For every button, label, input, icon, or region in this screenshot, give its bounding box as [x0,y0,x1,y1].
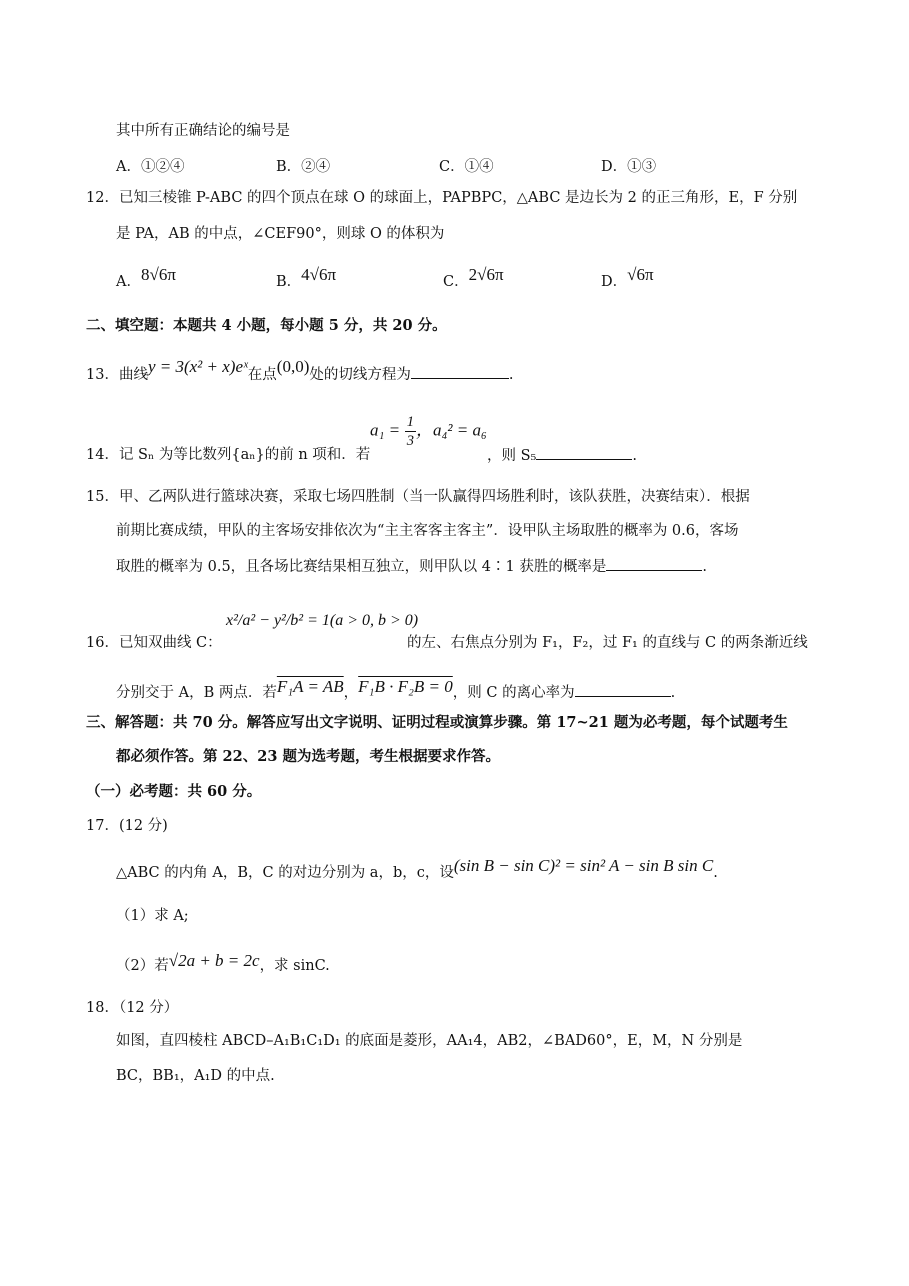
q13-mid: 在点 [247,367,277,383]
q14-frac-den: 3 [406,433,414,449]
q17-body-pre: △ABC 的内角 A，B，C 的对边分别为 a，b，c，设 [116,865,454,881]
q16-end: . [670,685,676,701]
q11-option-d: D．①③ [601,159,657,175]
q12-option-b-label: B． [276,274,302,290]
q14-tail: ，则 S₅ [487,448,537,464]
q14-end: . [632,448,637,464]
q14-cond-lhs: a₁ = [370,420,401,440]
q15-end: . [702,559,707,575]
required-heading: （一）必考题：共 60 分。 [86,783,262,800]
q13-tail: 处的切线方程为 [309,367,411,383]
q14-cond-rest: ，a₄² = a₆ [416,420,487,440]
q18-line2: BC，BB₁，A₁D 的中点. [116,1068,275,1084]
q13-curve-expr: y = 3(x² + x)eˣ [147,357,248,376]
section3-line2: 都必须作答。第 22、23 题为选考题，考生根据要求作答。 [116,748,500,765]
q12-line2: 是 PA，AB 的中点，∠CEF90°，则球 O 的体积为 [116,226,445,242]
q17-part2-tail: ，求 sinC. [259,958,330,974]
q14-frac-num: 1 [406,414,414,430]
q17-part2 [116,951,330,976]
q16-vector-condition-1: F₁A = AB [276,677,344,696]
q17-body-end: . [713,865,718,881]
q13-end: . [508,367,514,383]
q14-fraction [405,413,416,450]
q18-line1: 如图，直四棱柱 ABCD–A₁B₁C₁D₁ 的底面是菱形，AA₁4，AB2，∠BAD60°，E，M，N 分别是 [116,1033,743,1049]
q16-head: 16．已知双曲线 C： [86,635,222,651]
q12-option-d [601,265,654,291]
q17-part2-expr: √2a + b = 2c [168,951,260,970]
q12-option-a-expr: 8√6π [140,265,176,284]
q16-line2-tail: ，则 C 的离心率为 [452,685,575,701]
q17-head: 17．(12 分) [86,818,168,834]
q14-line [86,445,370,465]
q16-tail: 的左、右焦点分别为 F₁，F₂，过 F₁ 的直线与 C 的两条渐近线 [407,635,808,651]
q12-option-c [443,265,504,291]
q14-text: 14．记 Sₙ 为等比数列{aₙ}的前 n 项和．若 [86,447,371,463]
q12-option-b [276,265,337,291]
q14-answer-blank [536,445,632,460]
q15-answer-blank [606,556,702,571]
q17-condition-expr: (sin B − sin C)² = sin² A − sin B sin C [453,856,714,875]
q16-line2-head: 分别交于 A，B 两点．若 [116,685,277,701]
q11-option-a: A．①②④ [116,159,185,175]
q16-answer-blank [575,682,671,697]
q11-option-c: C．①④ [439,159,494,175]
section3-line1: 三、解答题：共 70 分。解答应写出文字说明、证明过程或演算步骤。第 17~21 题为必考题，每个试题考生 [86,714,788,731]
q16-vector-condition-2: F₁B · F₂B = 0 [358,677,453,696]
q12-option-c-label: C． [443,274,469,290]
q12-option-d-label: D． [601,274,628,290]
q13-number: 13．曲线 [86,367,148,383]
q14-tail-line [487,445,637,466]
q12-option-a-label: A． [116,274,141,290]
section2-heading: 二、填空题：本题共 4 小题，每小题 5 分，共 20 分。 [86,317,447,334]
q15-line3-text: 取胜的概率为 0.5，且各场比赛结果相互独立，则甲队以 4∶1 获胜的概率是 [116,559,607,575]
q14-condition [370,413,487,450]
q16-hyperbola-equation: x²/a² − y²/b² = 1(a > 0, b > 0) [226,612,419,629]
q11-option-b: B．②④ [276,159,331,175]
q11-prompt-tail: 其中所有正确结论的编号是 [116,123,290,139]
q15-line3 [116,556,707,577]
q12-option-d-expr: √6π [627,265,654,284]
q12-line1: 12．已知三棱锥 P-ABC 的四个顶点在球 O 的球面上，PAPBPC，△ABC 是边长为 2 的正三角形，E，F 分别 [86,190,798,206]
q13-line [86,357,514,385]
q13-point: (0,0) [276,357,310,376]
q17-part2-pre: （2）若 [116,958,169,974]
q12-option-c-expr: 2√6π [468,265,504,284]
q18-head: 18．（12 分） [86,1000,179,1016]
q12-option-a [116,265,176,291]
q15-line2: 前期比赛成绩，甲队的主客场安排依次为“主主客客主客主”．设甲队主场取胜的概率为 0.6，客场 [116,523,739,539]
q13-answer-blank [411,364,509,379]
q16-line2: 分别交于 A，B 两点．若F₁A = AB，F₁B · F₂B = 0，则 C 的离心率为 . [116,677,676,701]
q17-body [116,856,718,883]
q12-option-b-expr: 4√6π [301,265,337,284]
q15-line1: 15．甲、乙两队进行篮球决赛，采取七场四胜制（当一队赢得四场胜利时，该队获胜，决赛结束）．根据 [86,489,750,505]
q17-part1: （1）求 A; [116,908,189,924]
